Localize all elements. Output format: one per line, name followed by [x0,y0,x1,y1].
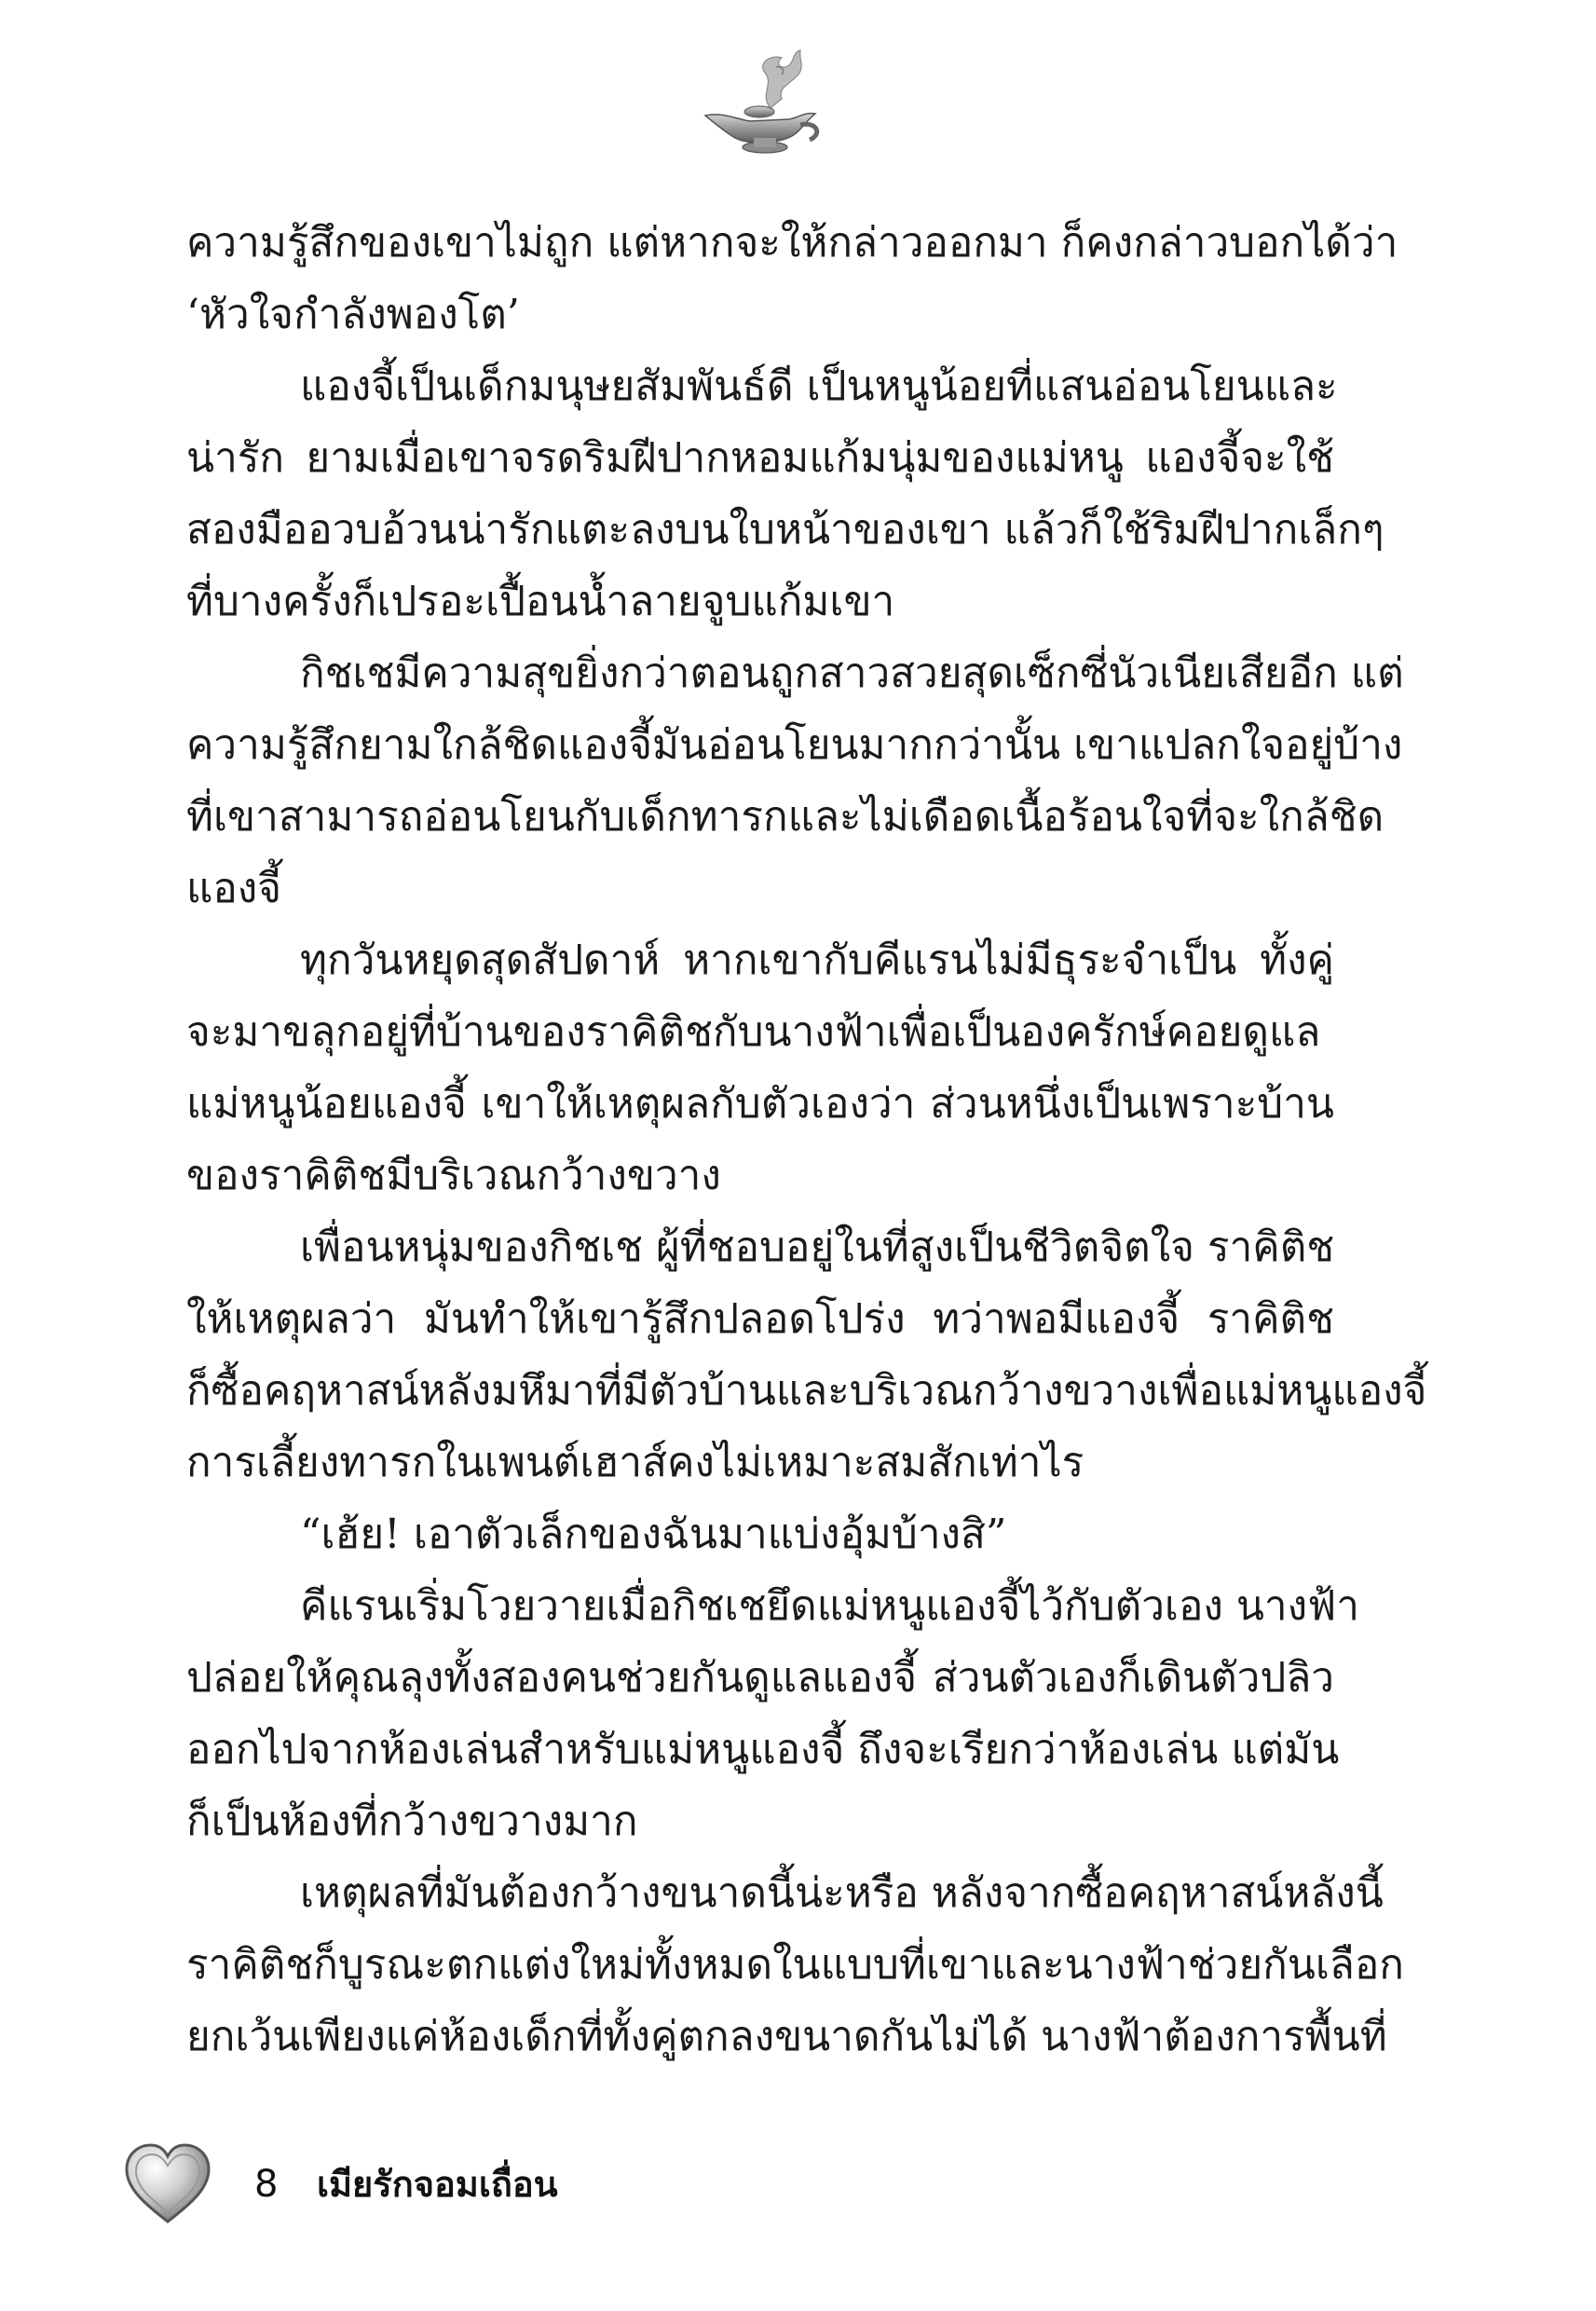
text-line: แองจี้ [186,865,282,912]
body-text [186,207,1427,2072]
text-line: การเลี้ยงทารกในเพนต์เฮาส์คงไม่เหมาะสมสักเท่าไร [186,1439,1084,1486]
paragraph-first-line: ทุกวันหยุดสุดสัปดาห์ หากเขากับคีแรนไม่มีธุระจำเป็น ทั้งคู่ [300,937,1334,984]
heart-icon [121,2140,214,2229]
paragraph-first-line: กิชเชมีความสุขยิ่งกว่าตอนถูกสาวสวยสุดเซ็กซี่นัวเนียเสียอีก แต่ [300,650,1404,697]
text-line: ที่บางครั้งก็เปรอะเปื้อนน้ำลายจูบแก้มเขา [186,578,895,625]
text-line: ความรู้สึกยามใกล้ชิดแองจี้มันอ่อนโยนมากกว่านั้น เขาแปลกใจอยู่บ้าง [186,721,1403,769]
paragraph-first-line: คีแรนเริ่มโวยวายเมื่อกิชเชยึดแม่หนูแองจี้ไว้กับตัวเอง นางฟ้า [300,1582,1359,1630]
text-line: ของราคิติชมีบริเวณกว้างขวาง [186,1152,721,1199]
text-line: น่ารัก ยามเมื่อเขาจรดริมฝีปากหอมแก้มนุ่มของแม่หนู แองจี้จะใช้ [186,434,1334,482]
paragraph-first-line: เพื่อนหนุ่มของกิชเช ผู้ที่ชอบอยู่ในที่สูงเป็นชีวิตจิตใจ ราคิติช [300,1224,1335,1271]
text-line: ก็เป็นห้องที่กว้างขวางมาก [186,1798,638,1845]
text-line: ก็ซื้อคฤหาสน์หลังมหึมาที่มีตัวบ้านและบริเวณกว้างขวางเพื่อแม่หนูแองจี้ [186,1367,1427,1415]
text-line: ออกไปจากห้องเล่นสำหรับแม่หนูแองจี้ ถึงจะเรียกว่าห้องเล่น แต่มัน [186,1726,1340,1773]
text-line: ที่เขาสามารถอ่อนโยนกับเด็กทารกและไม่เดือดเนื้อร้อนใจที่จะใกล้ชิด [186,793,1385,841]
text-line: ให้เหตุผลว่า มันทำให้เขารู้สึกปลอดโปร่ง ทว่าพอมีแองจี้ ราคิติช [186,1295,1334,1343]
page-number: 8 [254,2163,279,2206]
text-line: ปล่อยให้คุณลุงทั้งสองคนช่วยกันดูแลแองจี้ ส่วนตัวเองก็เดินตัวปลิว [186,1654,1334,1702]
text-line: ‘หัวใจกำลังพองโต’ [186,291,520,338]
book-title: เมียรักจอมเถื่อน [317,2164,558,2205]
dialogue-line: “เฮ้ย! เอาตัวเล็กของฉันมาแบ่งอุ้มบ้างสิ” [300,1511,1007,1558]
text-line: แม่หนูน้อยแองจี้ เขาให้เหตุผลกับตัวเองว่า ส่วนหนึ่งเป็นเพราะบ้าน [186,1080,1334,1128]
genie-lamp-icon [685,47,834,158]
page-footer [121,2140,773,2233]
paragraph-first-line: แองจี้เป็นเด็กมนุษยสัมพันธ์ดี เป็นหนูน้อยที่แสนอ่อนโยนและ [300,362,1338,410]
text-line: จะมาขลุกอยู่ที่บ้านของราคิติชกับนางฟ้าเพื่อเป็นองครักษ์คอยดูแล [186,1008,1321,1056]
paragraph-first-line: เหตุผลที่มันต้องกว้างขนาดนี้น่ะหรือ หลังจากซื้อคฤหาสน์หลังนี้ [300,1869,1384,1917]
text-line: ราคิติชก็บูรณะตกแต่งใหม่ทั้งหมดในแบบที่เขาและนางฟ้าช่วยกันเลือก [186,1941,1404,1989]
text-line: ยกเว้นเพียงแค่ห้องเด็กที่ทั้งคู่ตกลงขนาดกันไม่ได้ นางฟ้าต้องการพื้นที่ [186,2013,1387,2060]
text-line: สองมืออวบอ้วนน่ารักแตะลงบนใบหน้าของเขา แล้วก็ใช้ริมฝีปากเล็กๆ [186,506,1385,554]
text-line: ความรู้สึกของเขาไม่ถูก แต่หากจะให้กล่าวออกมา ก็คงกล่าวบอกได้ว่า [186,219,1398,267]
